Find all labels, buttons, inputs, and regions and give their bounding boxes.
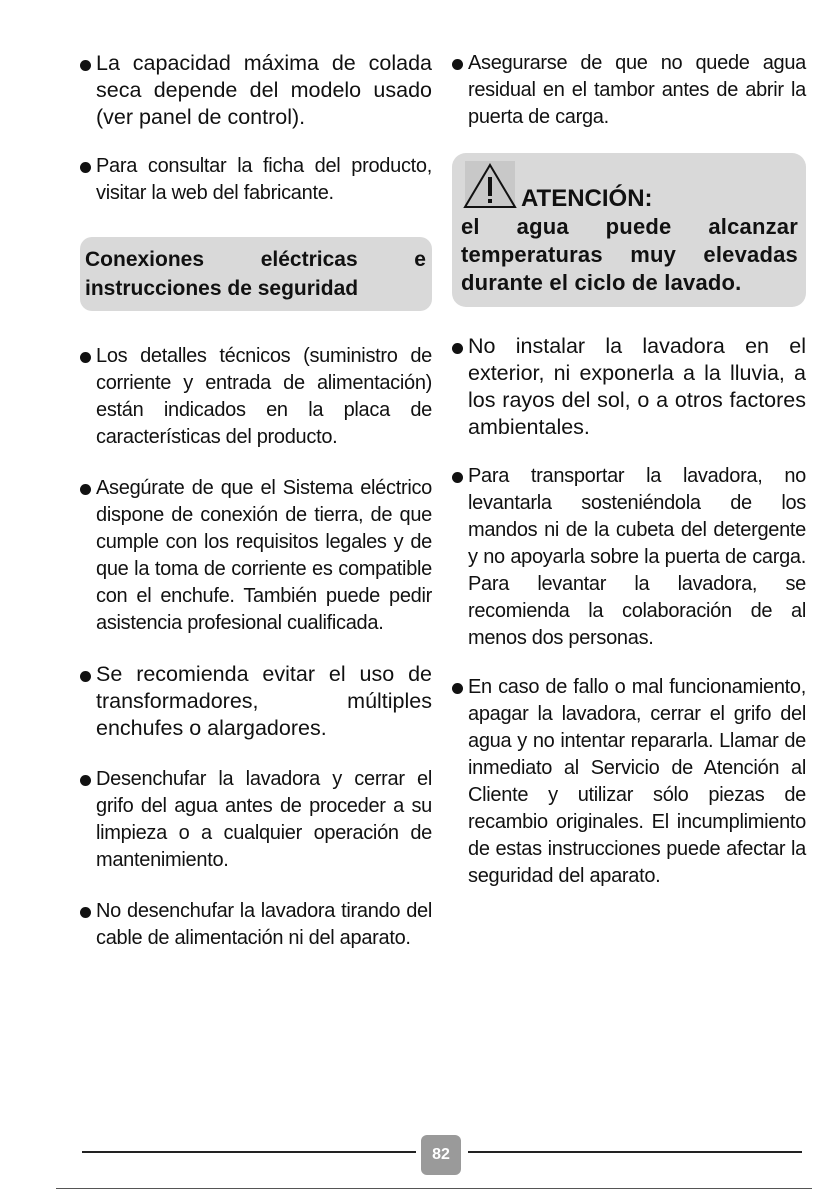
warning-title: ATENCIÓN: — [521, 185, 653, 212]
bullet-transport — [452, 463, 806, 652]
warning-text: el agua puede alcanzar temperaturas muy elevadas durante el ciclo de lavado. — [461, 214, 798, 295]
left-column — [80, 50, 432, 952]
bullet-technical-details — [80, 343, 432, 451]
bullet-text: Asegúrate de que el Sistema eléctrico dispone de conexión de tierra, de que cumple con los requisitos legales y de que la toma de corriente es compatible con el enchufe. También puede pedir asistencia profesional cualificada. — [96, 477, 432, 634]
bullet-avoid-adapters — [80, 661, 432, 742]
bullet-text: Se recomienda evitar el uso de transformadores, múltiples enchufes o alargadores. — [96, 662, 432, 740]
bullet-do-not-pull-cable — [80, 898, 432, 952]
bullet-earth-connection — [80, 475, 432, 637]
footer-divider-right — [468, 1151, 802, 1153]
bullet-residual-water — [452, 50, 806, 131]
bullet-product-sheet — [80, 153, 432, 207]
warning-box — [452, 153, 806, 307]
bullet-no-outdoor-install — [452, 333, 806, 441]
bullet-text: Para transportar la lavadora, no levantarla sosteniéndola de los mandos ni de la cubeta del detergente y no apoyarla sobre la puerta de carga. Para levantar la lavadora, se recomienda la colaboración de al menos dos personas. — [468, 465, 806, 649]
bullet-text: No instalar la lavadora en el exterior, ni exponerla a la lluvia, a los rayos del sol, o a otros factores ambientales. — [468, 334, 806, 439]
warning-header — [461, 159, 798, 213]
bullet-max-capacity — [80, 50, 432, 131]
bottom-rule — [56, 1188, 812, 1189]
bullet-malfunction — [452, 674, 806, 890]
bullet-text: Para consultar la ficha del producto, visitar la web del fabricante. — [96, 155, 432, 204]
section-heading-electrical-safety: Conexiones eléctricas e instrucciones de seguridad — [80, 237, 432, 311]
bullet-text: Los detalles técnicos (suministro de corriente y entrada de alimentación) están indicados en la placa de características del producto. — [96, 345, 432, 448]
bullet-text: Desenchufar la lavadora y cerrar el grifo del agua antes de proceder a su limpieza o a cualquier operación de mantenimiento. — [96, 768, 432, 871]
right-column — [452, 50, 806, 890]
bullet-text: En caso de fallo o mal funcionamiento, apagar la lavadora, cerrar el grifo del agua y no intentar repararla. Llamar de inmediato al Servicio de Atención al Cliente y utilizar sólo piezas de recambio originales. El incumplimiento de estas instrucciones puede afectar la seguridad del aparato. — [468, 676, 806, 887]
bullet-text: La capacidad máxima de colada seca depende del modelo usado (ver panel de control). — [96, 51, 432, 129]
bullet-text: No desenchufar la lavadora tirando del cable de alimentación ni del aparato. — [96, 900, 432, 949]
footer-divider-left — [82, 1151, 416, 1153]
bullet-unplug-before-cleaning — [80, 766, 432, 874]
page-number-badge: 82 — [421, 1135, 461, 1175]
warning-triangle-icon — [461, 161, 519, 213]
bullet-text: Asegurarse de que no quede agua residual en el tambor antes de abrir la puerta de carga. — [468, 52, 806, 128]
